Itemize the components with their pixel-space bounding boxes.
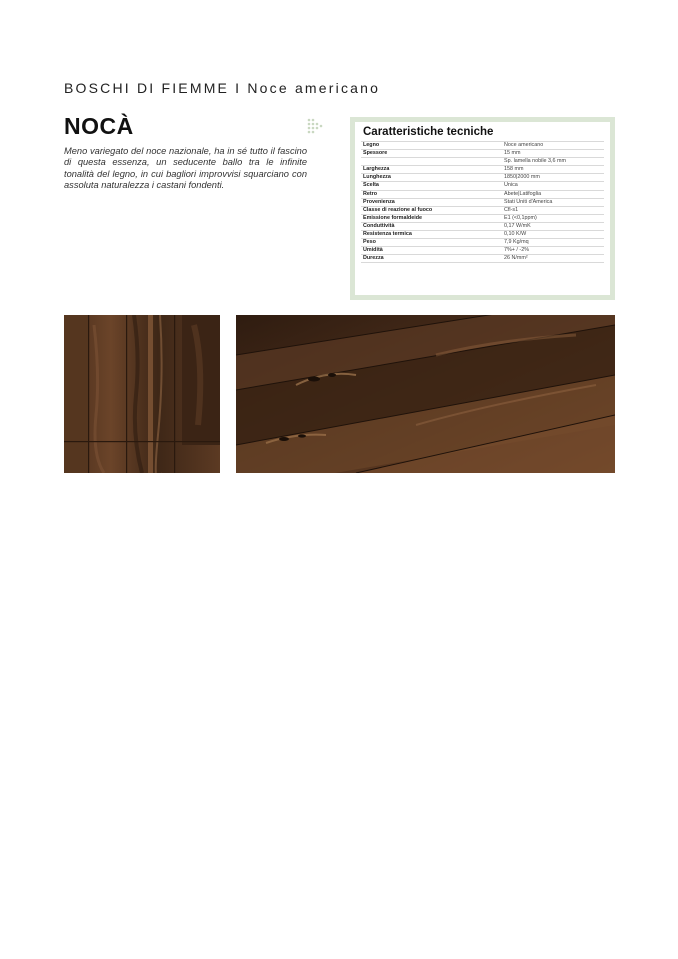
spec-value: E1 (<0,1ppm) <box>504 214 537 221</box>
spec-label: Scelta <box>363 182 379 189</box>
spec-label: Retro <box>363 190 378 197</box>
spec-row <box>361 165 604 173</box>
spec-label: Lunghezza <box>363 174 391 181</box>
spec-label: Larghezza <box>363 166 390 173</box>
spec-row <box>361 246 604 254</box>
spec-row <box>361 214 604 222</box>
spec-row <box>361 181 604 189</box>
spec-row <box>361 173 604 181</box>
spec-row <box>361 254 604 263</box>
spec-row <box>361 206 604 214</box>
spec-row <box>361 157 604 165</box>
specs-table <box>355 122 610 295</box>
spec-label: Peso <box>363 239 376 246</box>
spec-value: Cfl-s1 <box>504 206 519 213</box>
specs-panel <box>350 117 615 300</box>
spec-value: 15 mm <box>504 150 521 157</box>
wood-floor-image <box>236 315 615 473</box>
specs-rows <box>361 141 604 263</box>
spec-label <box>361 158 504 165</box>
spec-value: Unica <box>504 182 518 189</box>
spec-value: Noce americano <box>504 142 544 148</box>
spec-row <box>361 230 604 238</box>
spec-row <box>361 190 604 198</box>
spec-value: 0,10 K/W <box>504 231 527 238</box>
spec-label: Umidità <box>363 247 383 254</box>
spec-row <box>361 149 604 157</box>
spec-label: Emissione formaldeide <box>363 214 423 221</box>
spec-label: Provenienza <box>363 198 395 205</box>
product-description: Meno variegato del noce nazionale, ha in sé tutto il fascino di questa essenza, un seducente ballo tra le infinite tonalità del legno, in cui bagliori improvvisi squarciano con assoluta naturalezza i castani fondenti. <box>64 146 307 191</box>
spec-row <box>361 238 604 246</box>
spec-row <box>361 222 604 230</box>
product-title: NOCÀ <box>64 113 134 139</box>
spec-label: Spessore <box>363 150 388 157</box>
spec-value: 7,9 Kg/mq <box>504 239 529 246</box>
arrow-dots-icon <box>306 118 326 134</box>
spec-value: 158 mm <box>504 166 524 173</box>
spec-value: 7%+ / -2% <box>504 247 530 254</box>
spec-value: Abete|Latifoglia <box>504 190 542 197</box>
spec-value: 0,17 W/mK <box>504 222 531 229</box>
spec-label: Legno <box>363 142 380 148</box>
brand-header: BOSCHI DI FIEMME I Noce americano <box>64 80 381 96</box>
spec-row <box>361 198 604 206</box>
wood-closeup-image <box>64 315 220 473</box>
spec-label: Conduttività <box>363 222 395 229</box>
spec-value: Stati Uniti d'America <box>504 198 553 205</box>
specs-title: Caratteristiche tecniche <box>363 126 494 138</box>
spec-row <box>361 141 604 149</box>
spec-value: 1850|2000 mm <box>504 174 540 181</box>
spec-label: Classe di reazione al fuoco <box>363 206 433 213</box>
spec-label: Durezza <box>363 255 384 262</box>
spec-label: Resistenza termica <box>363 231 412 238</box>
spec-value: 26 N/mm² <box>504 255 528 262</box>
spec-value: Sp. lamella nobile 3,6 mm <box>504 158 567 165</box>
